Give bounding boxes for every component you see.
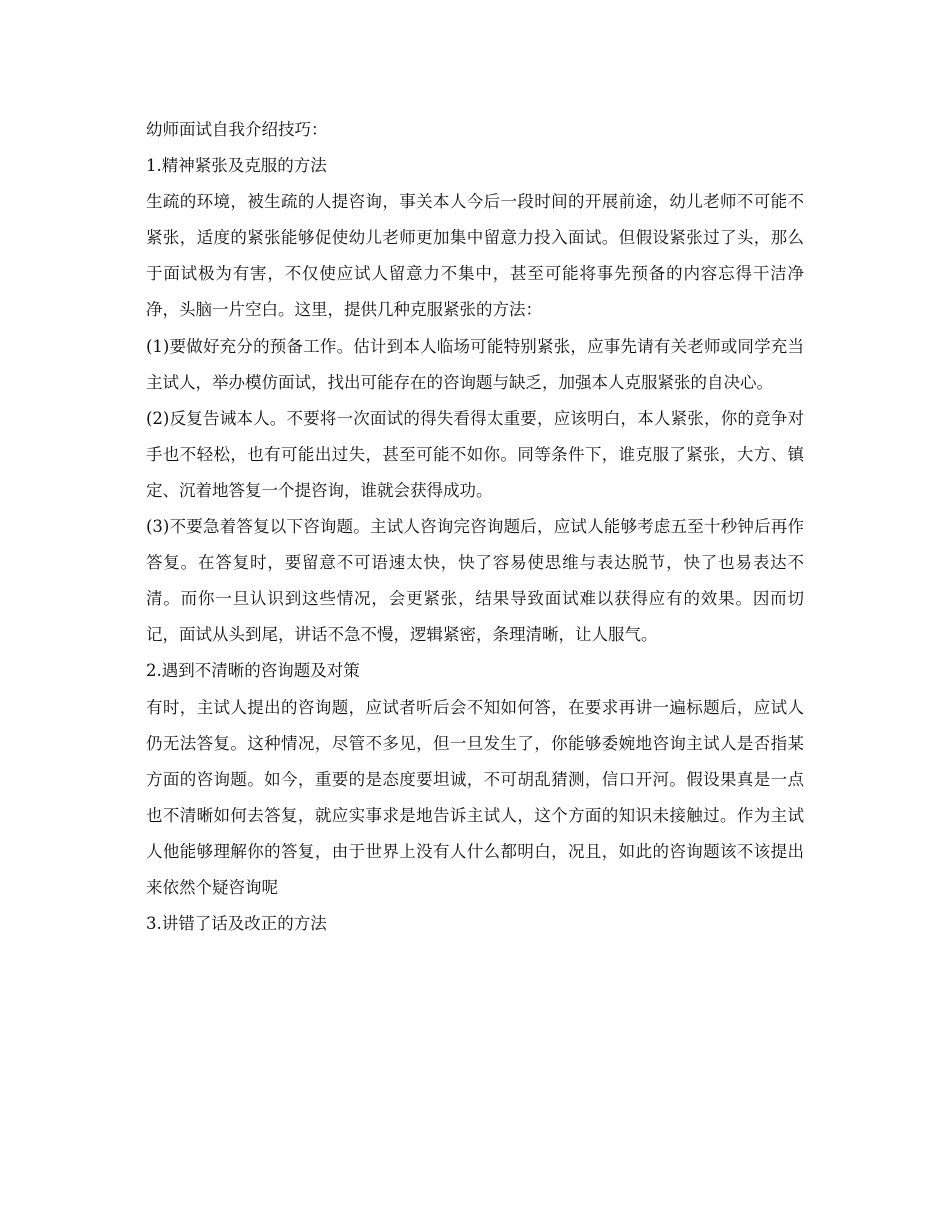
document-title: 幼师面试自我介绍技巧：	[146, 120, 328, 139]
paragraph: (1)要做好充分的预备工作。估计到本人临场可能特别紧张，应事先请有关老师或同学充当主试人，举办模仿面试，找出可能存在的咨询题与缺乏，加强本人克服紧张的自决心。	[146, 336, 804, 392]
document-body	[146, 112, 804, 942]
paragraph: (3)不要急着答复以下咨询题。主试人咨询完咨询题后，应试人能够考虑五至十秒钟后再作答复。在答复时，要留意不可语速太快，快了容易使思维与表达脱节，快了也易表达不清。而你一旦认识到这些情况，会更紧张，结果导致面试难以获得应有的效果。因而切记，面试从头到尾，讲话不急不慢，逻辑紧密，条理清晰，让人服气。	[146, 517, 804, 645]
section-heading-2: 2.遇到不清晰的咨询题及对策	[146, 661, 360, 681]
paragraph: 生疏的环境，被生疏的人提咨询，事关本人今后一段时间的开展前途，幼儿老师不可能不紧张，适度的紧张能够促使幼儿老师更加集中留意力投入面试。但假设紧张过了头，那么于面试极为有害，不仅使应试人留意力不集中，甚至可能将事先预备的内容忘得干洁净净，头脑一片空白。这里，提供几种克服紧张的方法：	[146, 192, 804, 320]
section-heading-1: 1.精神紧张及克服的方法	[146, 156, 327, 176]
section-heading-3: 3.讲错了话及改正的方法	[146, 914, 327, 934]
paragraph: 有时，主试人提出的咨询题，应试者听后会不知如何答，在要求再讲一遍标题后，应试人仍无法答复。这种情况，尽管不多见，但一旦发生了，你能够委婉地咨询主试人是否指某方面的咨询题。如今，重要的是态度要坦诚，不可胡乱猜测，信口开河。假设果真是一点也不清晰如何去答复，就应实事求是地告诉主试人，这个方面的知识未接触过。作为主试人他能够理解你的答复，由于世界上没有人什么都明白，况且，如此的咨询题该不该提出来依然个疑咨询呢	[146, 697, 804, 897]
paragraph: (2)反复告诫本人。不要将一次面试的得失看得太重要，应该明白，本人紧张，你的竞争对手也不轻松，也有可能出过失，甚至可能不如你。同等条件下，谁克服了紧张，大方、镇定、沉着地答复一个提咨询，谁就会获得成功。	[146, 408, 804, 500]
